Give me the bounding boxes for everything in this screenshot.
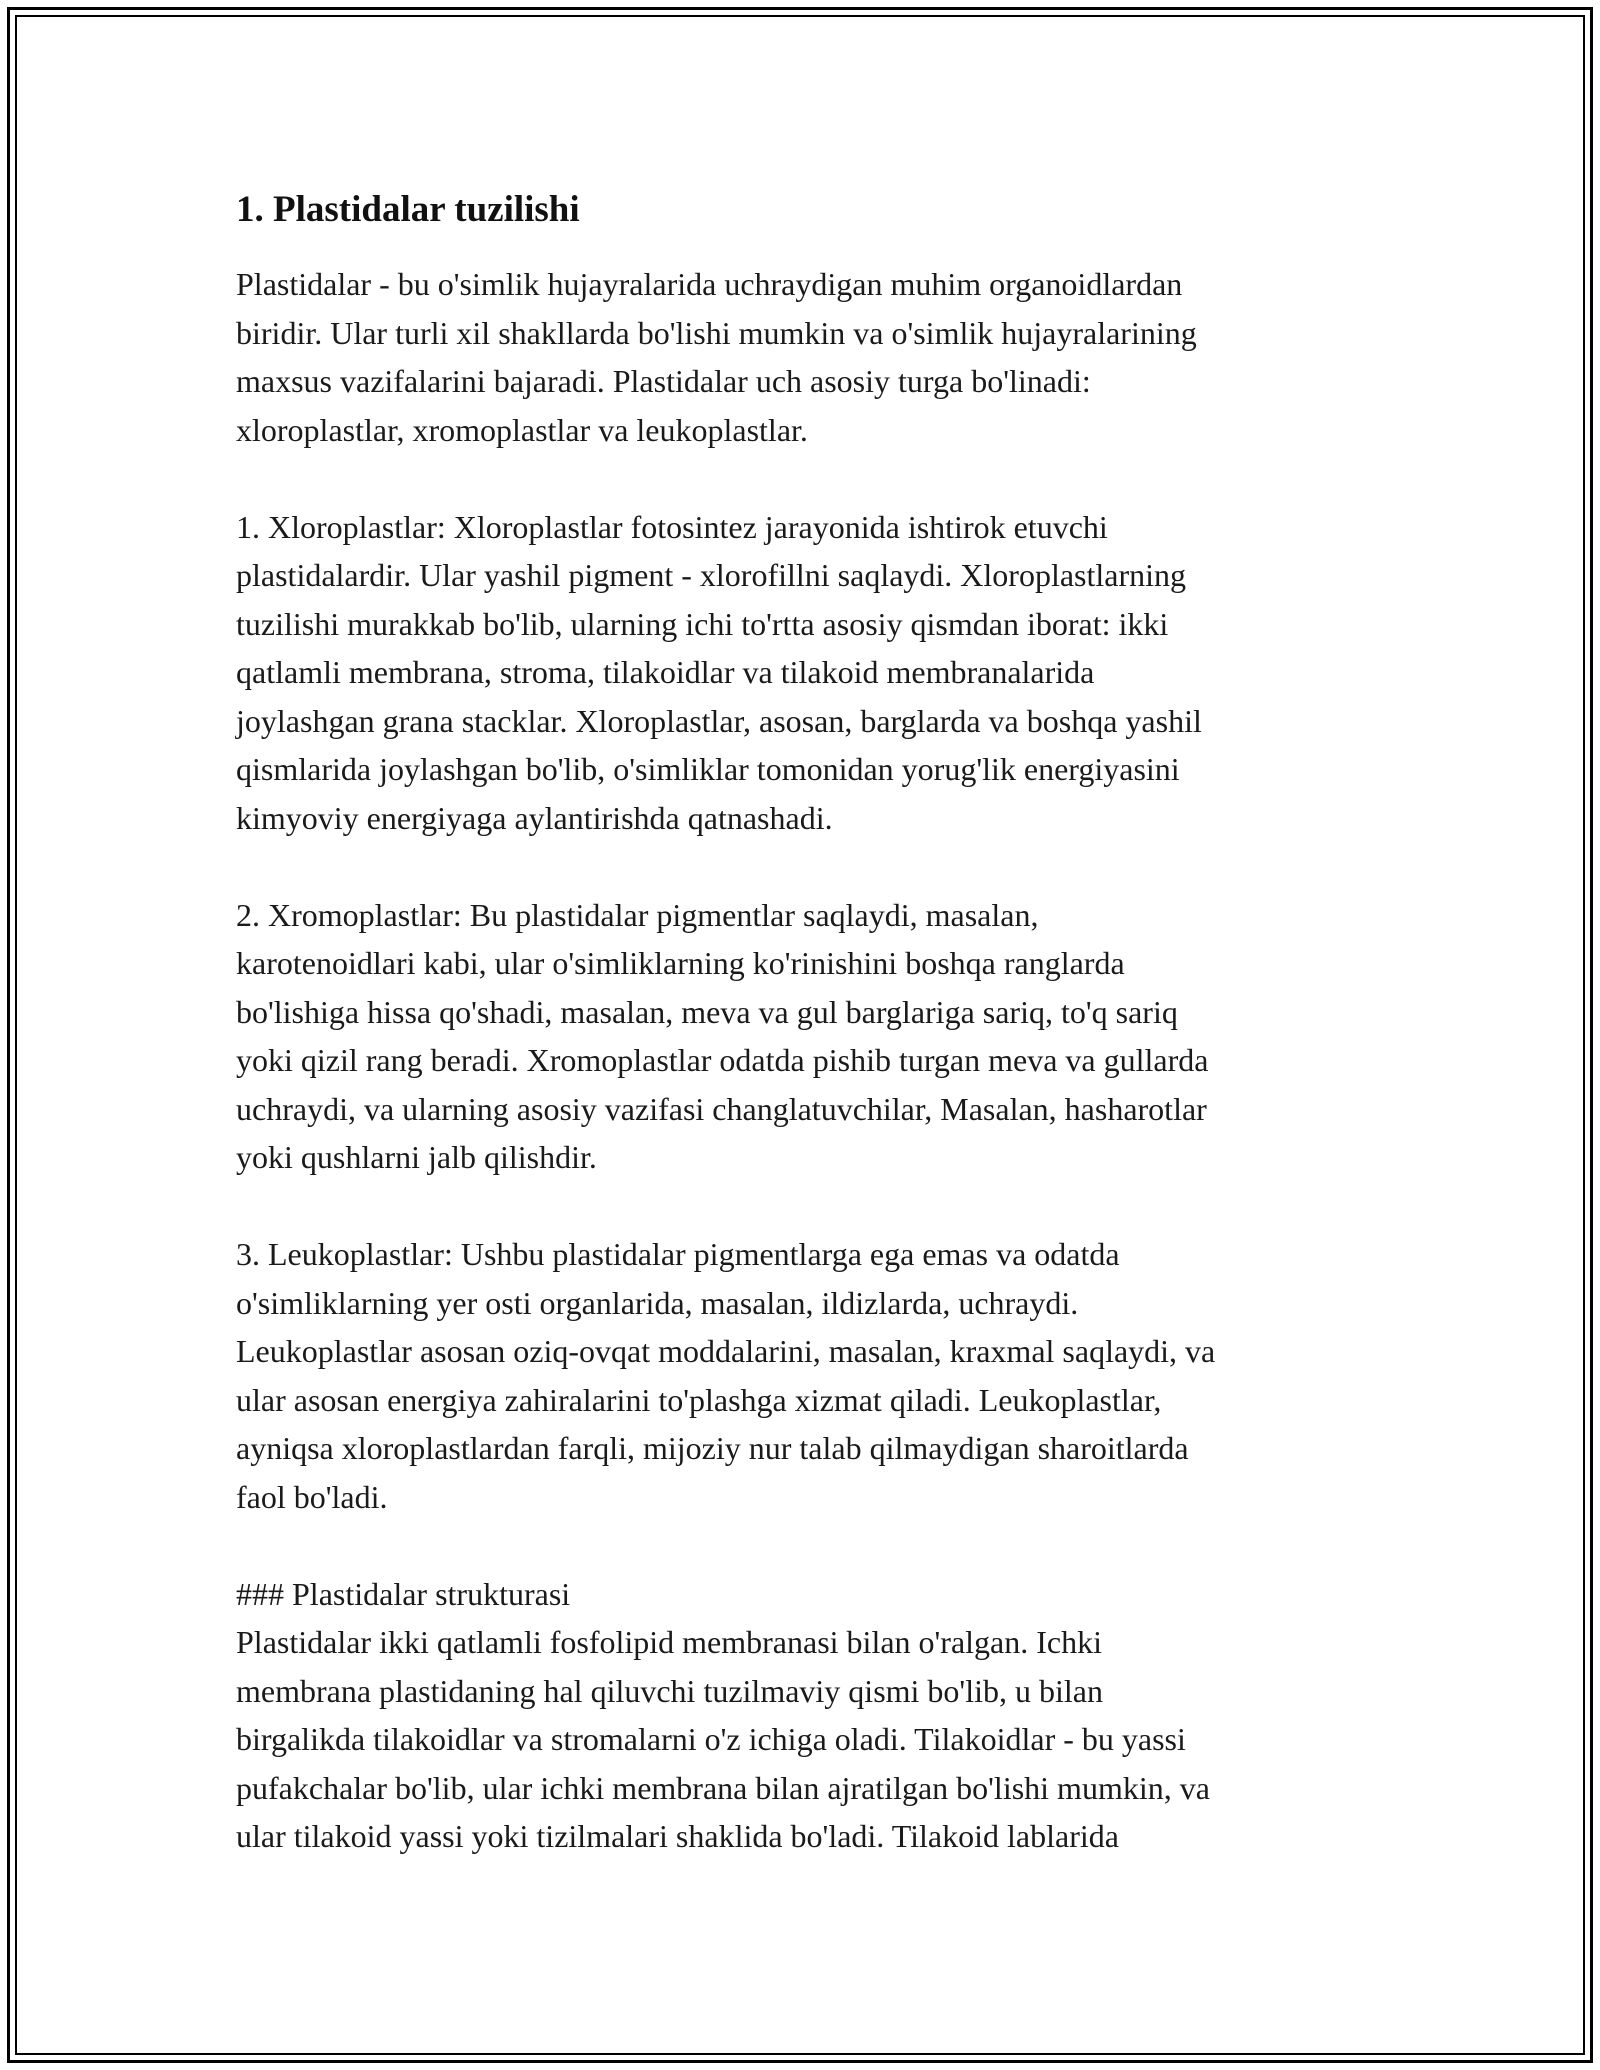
section-subheading: ### Plastidalar strukturasi [236,1575,571,1612]
paragraph-leukoplastlar: 3. Leukoplastlar: Ushbu plastidalar pigmentlarga ega emas va odatda o'simliklarning yer osti organlarida, masalan, ildizlarda, uchraydi. Leukoplastlar asosan oziq-ovqat moddalarini, masalan, kraxmal saqlaydi, va ular asosan energiya zahiralarini to'plashga xizmat qiladi. Leukoplastlar, ayniqsa xloroplastlardan farqli, mijoziy nur talab qilmaydigan sharoitlarda faol bo'ladi. [236,1236,1216,1515]
paragraph-structure: Plastidalar ikki qatlamli fosfolipid membranasi bilan o'ralgan. Ichki membrana plastidaning hal qiluvchi tuzilmaviy qismi bo'lib, u bilan birgalikda tilakoidlar va stromalarni o'z ichiga oladi. Tilakoidlar - bu yassi pufakchalar bo'lib, ular ichki membrana bilan ajratilgan bo'lishi mumkin, va ular tilakoid yassi yoki tizilmalari shaklida bo'ladi. Tilakoid lablarida [236,1624,1210,1854]
document-body [236,186,1376,1861]
paragraph-xromoplastlar: 2. Xromoplastlar: Bu plastidalar pigmentlar saqlaydi, masalan, karotenoidlari kabi, ular o'simliklarning ko'rinishini boshqa ranglarda bo'lishiga hissa qo'shadi, masalan, meva va gul barglariga sariq, to'q sariq yoki qizil rang beradi. Xromoplastlar odatda pishib turgan meva va gullarda uchraydi, va ularning asosiy vazifasi changlatuvchilar, Masalan, hasharotlar yoki qushlarni jalb qilishdir. [236,896,1209,1175]
paragraph-intro: Plastidalar - bu o'simlik hujayralarida uchraydigan muhim organoidlardan biridir. Ular turli xil shakllarda bo'lishi mumkin va o'simlik hujayralarining maxsus vazifalarini bajaradi. Plastidalar uch asosiy turga bo'linadi: xloroplastlar, xromoplastlar va leukoplastlar. [236,266,1197,448]
paragraph-xloroplastlar: 1. Xloroplastlar: Xloroplastlar fotosintez jarayonida ishtirok etuvchi plastidalardir. Ular yashil pigment - xlorofillni saqlaydi. Xloroplastlarning tuzilishi murakkab bo'lib, ularning ichi to'rtta asosiy qismdan iborat: ikki qatlamli membrana, stroma, tilakoidlar va tilakoid membranalarida joylashgan grana stacklar. Xloroplastlar, asosan, barglarda va boshqa yashil qismlarida joylashgan bo'lib, o'simliklar tomonidan yorug'lik energiyasini kimyoviy energiyaga aylantirishda qatnashadi. [236,508,1202,836]
page-title: 1. Plastidalar tuzilishi [236,189,580,230]
